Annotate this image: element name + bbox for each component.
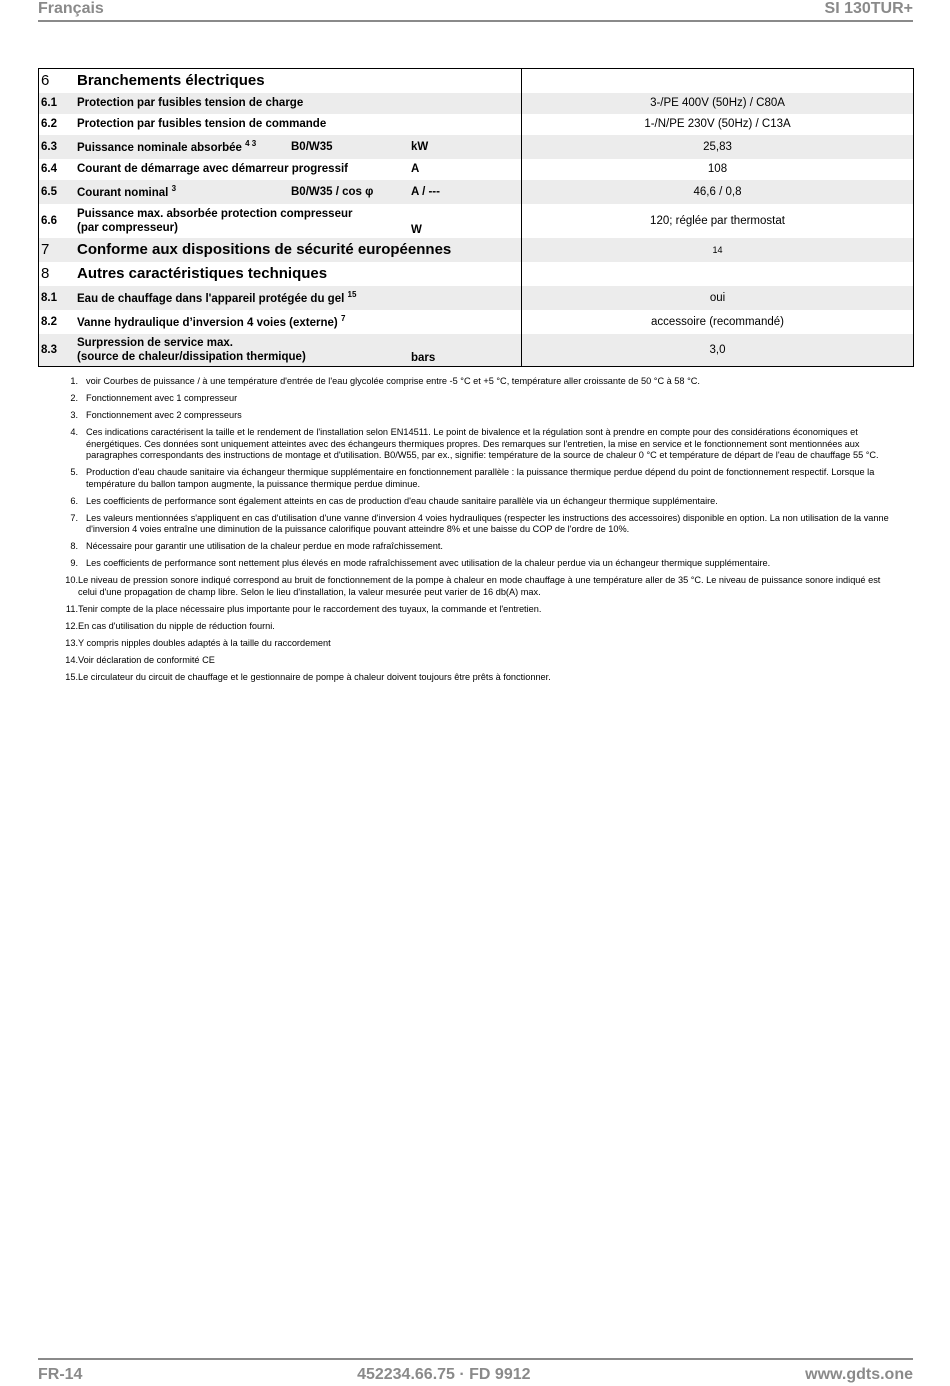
row-unit: bars [409,334,522,367]
footnote-number: 5. [70,467,78,477]
footnote-text: Y compris nipples doubles adaptés à la taille du raccordement [78,637,331,648]
footnote-text: voir Courbes de puissance / à une température d'entrée de l'eau glycolée comprise entre -5 °C et +5 °C, température aller croissante de 50 °C à 58 °C. [86,376,700,386]
row-number: 8 [41,265,50,282]
section-row [39,69,914,93]
footnote-item [38,427,890,462]
page-footer [38,1358,913,1386]
row-number: 6 [41,72,50,90]
footnote-item [38,393,890,405]
footnote-number: 1. [70,376,78,386]
row-number: 6.4 [41,163,57,175]
row-description [75,93,409,114]
row-value: 46,6 / 0,8 [522,180,914,204]
footnote-number: 3. [70,410,78,420]
footnote-item [38,496,890,508]
table-row [39,334,914,367]
footnote-text: Production d'eau chaude sanitaire via échangeur thermique supplémentaire en fonctionnement parallèle : la puissance thermique perdue dépend du point de fonctionnement respectif. Lorsque la température du ballon tampon augmente, la puissance thermique perdue diminue. [86,467,875,489]
section-title: Branchements électriques [77,72,265,90]
row-description-text: Courant de démarrage avec démarreur progressif [77,163,348,175]
footnote-item [38,655,890,667]
row-condition: B0/W35 / cos φ [289,180,409,204]
footnote-number: 11. [65,603,78,614]
page-header [38,0,913,22]
footer-website: www.gdts.one [805,1366,913,1383]
row-description [75,69,522,93]
row-condition: B0/W35 [289,135,409,159]
footnote-reference: 3 [171,184,177,194]
row-description-line1: Surpression de service max. [77,336,233,349]
row-value: 25,83 [522,135,914,159]
row-description-text: Puissance nominale absorbée [77,141,242,154]
table-row [39,135,914,159]
row-unit: kW [409,135,522,159]
footnote-text: Le niveau de pression sonore indiqué correspond au bruit de fonctionnement de la pompe à chaleur en mode chauffage à une température aller de 35 °C. Le niveau de puissance sonore indiqué est celui d'une propagation de champ libre. Selon le lieu d'installation, la valeur mesurée peut varier de 16 db(A) max. [78,575,881,597]
footnote-reference: 4 3 [245,139,257,149]
row-number: 7 [39,238,76,262]
row-unit [409,310,522,334]
row-description [75,204,409,238]
row-unit: A [411,163,420,175]
footnote-item [38,513,890,536]
header-model: SI 130TUR+ [824,0,913,17]
footnote-item [38,467,890,490]
footnote-text: Tenir compte de la place nécessaire plus importante pour le raccordement des tuyaux, la commande et l'entretien. [78,603,542,614]
row-description [75,135,289,159]
row-number: 8.3 [39,334,76,367]
row-description-line2: (source de chaleur/dissipation thermique) [77,350,306,363]
row-value [522,69,914,93]
footer-page-number: FR-14 [38,1366,83,1383]
section-title: Conforme aux dispositions de sécurité européennes [77,241,452,258]
footnote-text: En cas d'utilisation du nipple de réduction fourni. [78,620,275,631]
section-row [39,238,914,262]
footnote-number: 12. [65,620,78,631]
table-row [39,286,914,310]
footnote-text: Les valeurs mentionnées s'appliquent en cas d'utilisation d'une vanne d'inversion 4 voies hydrauliques (respecter les instructions des accessoires) disponible en option. La non utilisation de la vanne d'inversion 4 voies entraîne une diminution de la puissance calorifique pouvant atteindre 8% et une baisse du COP de l'ordre de 10%. [86,512,889,534]
row-description-text: Protection par fusibles tension de charge [77,97,304,109]
footnote-item [38,376,890,388]
row-description-line1: Puissance max. absorbée protection compresseur [77,207,353,220]
row-description [75,334,409,367]
row-value: 14 [522,238,914,262]
table-row [39,114,914,135]
row-value: 108 [522,159,914,180]
footnote-text: Les coefficients de performance sont nettement plus élevés en mode rafraîchissement avec utilisation de la chaleur perdue via un échangeur thermique supplémentaire. [86,558,771,568]
row-unit: A / --- [409,180,522,204]
footnote-number: 14. [65,654,78,665]
footnote-item [38,604,890,616]
footnote-number: 9. [70,558,78,568]
row-description-text: Eau de chauffage dans l'appareil protégée du gel [77,292,345,305]
footnote-text: Ces indications caractérisent la taille et le rendement de l'installation selon EN14511. Le point de bivalence et la régulation sont à prendre en compte pour des considérations économiques et énergétiques. Ces données sont uniquement atteintes avec des échangeurs thermiques propres. Des remarques sur l'entretien, la mise en service et le fonctionnement sont mentionnées aux paragraphes correspondants des instructions de montage et d'utilisation. B0/W55, par ex., signifie: température de la source de chaleur 0 °C et température de départ de l'eau de chauffage 55 °C. [86,427,879,460]
section-row [39,262,914,286]
footnote-number: 4. [70,427,78,437]
footnote-text: Voir déclaration de conformité CE [78,654,215,665]
row-description [75,159,409,180]
footnote-item [38,638,890,650]
footnote-reference: 7 [340,314,346,324]
row-unit [409,114,522,135]
row-unit: W [411,223,422,236]
row-number: 6.3 [39,135,76,159]
row-description [75,310,409,334]
row-number: 6.1 [39,93,76,114]
row-description [75,114,409,135]
section-title: Autres caractéristiques techniques [77,265,328,282]
footnotes-list [38,376,890,689]
table-row [39,204,914,238]
row-description-text: Protection par fusibles tension de commande [77,118,327,130]
row-unit [409,93,522,114]
header-language: Français [38,0,104,17]
row-value: 120; réglée par thermostat [522,204,914,238]
footnote-number: 2. [70,393,78,403]
table-row [39,93,914,114]
table-row [39,159,914,180]
row-description [75,238,522,262]
row-description-text: Vanne hydraulique d’inversion 4 voies (externe) [77,316,338,329]
row-unit [409,286,522,310]
footnote-number: 8. [70,541,78,551]
row-number: 6.2 [41,118,57,130]
spec-table [38,68,914,367]
footnote-item [38,672,890,684]
footnote-number: 13. [65,637,78,648]
row-description [75,286,409,310]
row-value: oui [522,286,914,310]
row-number: 8.2 [41,315,57,328]
row-description [75,180,289,204]
row-number: 6.5 [39,180,76,204]
footnote-number: 6. [70,495,78,506]
footer-document-id: 452234.66.75 · FD 9912 [357,1366,531,1383]
row-description [75,262,522,286]
footnote-item [38,621,890,633]
footnote-text: Fonctionnement avec 2 compresseurs [86,410,242,420]
row-number: 8.1 [39,286,76,310]
footnote-item [38,558,890,570]
row-value: 3-/PE 400V (50Hz) / C80A [522,93,914,114]
footnote-text: Nécessaire pour garantir une utilisation de la chaleur perdue en mode rafraîchissement. [86,541,443,551]
table-row [39,180,914,204]
footnote-item [38,541,890,553]
row-number: 6.6 [41,214,57,227]
row-value: 1-/N/PE 230V (50Hz) / C13A [522,114,914,135]
row-value: accessoire (recommandé) [522,310,914,334]
row-description-line2: (par compresseur) [77,221,178,234]
row-value: 3,0 [522,334,914,367]
footnote-item [38,410,890,422]
footnote-text: Fonctionnement avec 1 compresseur [86,393,238,403]
footnote-number: 10. [65,575,78,585]
footnote-reference: 15 [347,290,357,300]
footnote-text: Le circulateur du circuit de chauffage et le gestionnaire de pompe à chaleur doivent toujours être prêts à fonctionner. [78,671,551,682]
footnote-number: 15. [65,671,78,682]
table-row [39,310,914,334]
footnote-number: 7. [70,512,78,523]
footnote-item [38,575,890,598]
row-description-text: Courant nominal [77,186,169,199]
row-value [522,262,914,286]
footnote-text: Les coefficients de performance sont également atteints en cas de production d'eau chaude sanitaire parallèle via un échangeur thermique supplémentaire. [86,495,718,506]
